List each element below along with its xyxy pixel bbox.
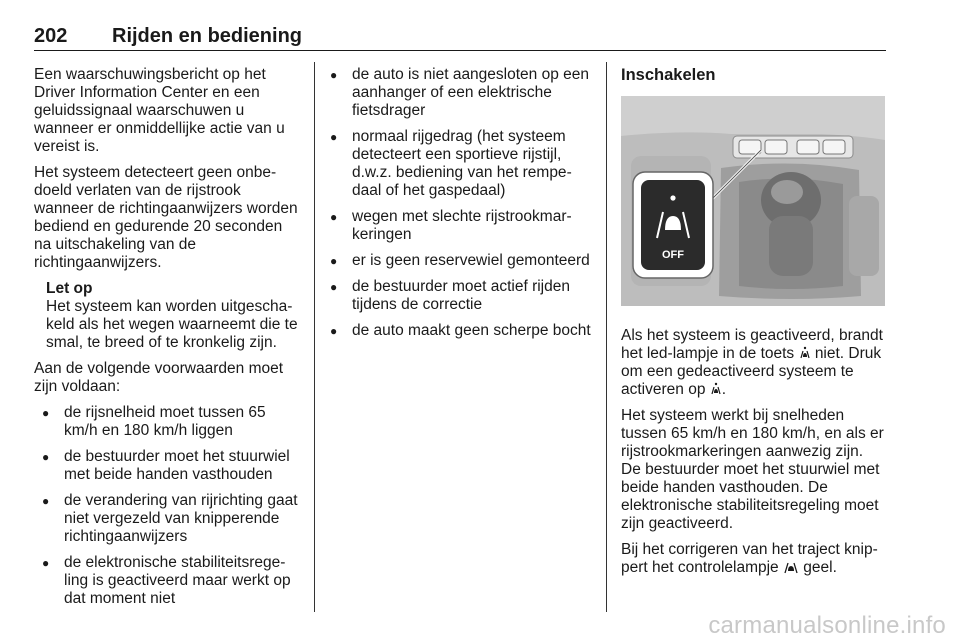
list-item: ● de bestuurder moet het stuurwiel met beide handen vasthouden [34,448,302,484]
list-item: ● de auto maakt geen scherpe bocht [328,322,592,340]
column-divider [606,62,607,612]
list-item: ● normaal rijgedrag (het systeem detecteert een sportieve rijstijl, d.w.z. bediening van het rempedaal of het gaspedaal) [328,128,592,200]
paragraph: Het systeem detecteert geen onbedoeld verlaten van de rijstrook wanneer de richtingaanwijzers worden bediend en gedurende 20 seconden na uitschakeling van de richtingaanwijzers. [34,164,298,271]
center-console-illustration [621,96,885,306]
column-2 [328,66,592,348]
lane-keep-indicator-icon [783,560,799,574]
note-text: Het systeem kan worden uitgeschakeld als het wegen waarneemt die te smal, te breed of te kronkelig zijn. [46,298,298,351]
lane-keep-button-icon [710,382,722,396]
list-item: ● de rijsnelheid moet tussen 65 km/h en 180 km/h liggen [34,404,302,440]
column-3 [621,66,887,585]
list-item: ● de auto is niet aangesloten op een aanhanger of een elektrische fietsdrager [328,66,592,120]
watermark: carmanualsonline.info [708,612,946,639]
list-item: ● er is geen reservewiel gemonteerd [328,252,592,270]
column-1 [34,66,302,616]
chapter-title: Rijden en bediening [112,25,303,47]
condition-list [34,404,302,608]
list-item: ● de bestuurder moet actief rijden tijdens de correctie [328,278,592,314]
paragraph: Het systeem werkt bij snelheden tussen 65 km/h en 180 km/h, en als er rijstrookmarkeringen aanwezig zijn. De bestuurder moet het stuurwiel met beide handen vasthouden. De elektronische stabiliteitsregeling moet zijn geactiveerd. [621,407,884,532]
lane-keep-button-icon [799,346,811,360]
list-item: ● de elektronische stabiliteitsregeling is geactiveerd maar werkt op dat moment niet [34,554,302,608]
page-number: 202 [34,25,68,47]
note-title: Let op [46,280,93,297]
paragraph: Aan de volgende voorwaarden moet zijn voldaan: [34,360,284,395]
condition-list [328,66,592,340]
section-heading: Inschakelen [621,66,716,84]
page-header [34,22,886,51]
list-item: ● wegen met slechte rijstrookmarkeringen [328,208,592,244]
button-off-label: OFF [662,249,684,261]
list-item: ● de verandering van rijrichting gaat niet vergezeld van knipperende richtingaanwijzers [34,492,302,546]
column-divider [314,62,315,612]
paragraph: Bij het corrigeren van het traject knippert het controlelampje geel. [621,541,878,576]
paragraph: Een waarschuwingsbericht op het Driver Information Center en een geluidssignaal waarschuwen u wanneer er onmiddellijke actie van u vereist is. [34,66,285,155]
note [46,280,302,352]
paragraph: Als het systeem is geactiveerd, brandt het led-lampje in de toets niet. Druk om een gedeactiveerd systeem te activeren op . [621,327,883,398]
